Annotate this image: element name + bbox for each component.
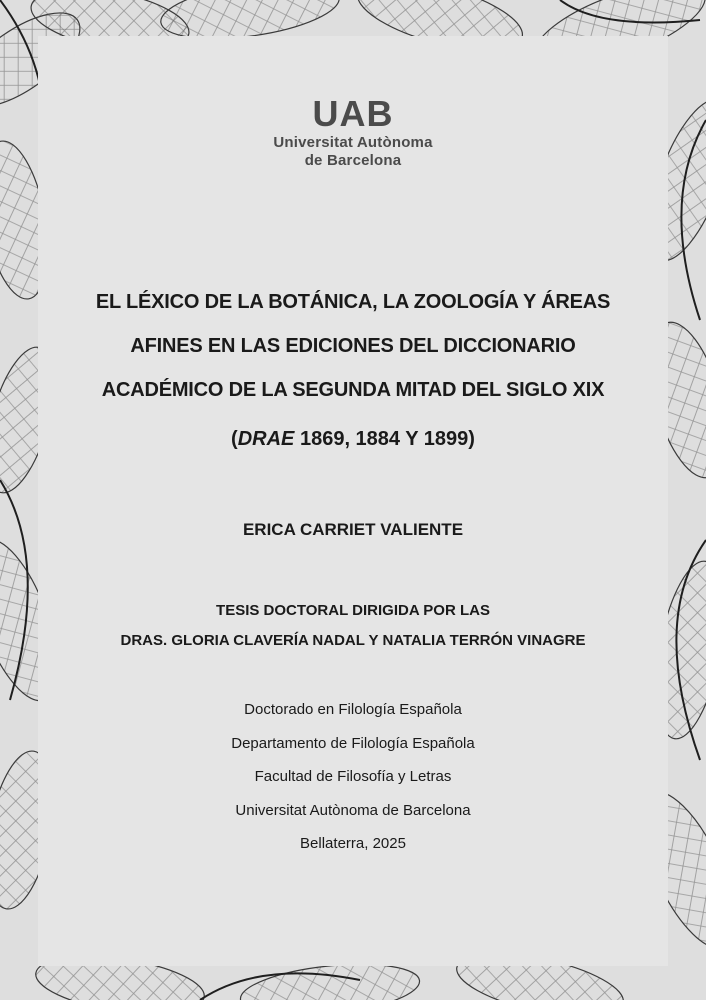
advisors-line1: TESIS DOCTORAL DIRIGIDA POR LAS (216, 602, 490, 619)
doctoral-program: Doctorado en Filología Española (244, 701, 462, 718)
subtitle-open-paren: ( (231, 428, 238, 450)
thesis-title-line3: ACADÉMICO DE LA SEGUNDA MITAD DEL SIGLO XIX (101, 379, 605, 401)
thesis-subtitle (38, 426, 668, 452)
logo-university-name-line2: de Barcelona (304, 152, 402, 169)
author-name: ERICA CARRIET VALIENTE (242, 520, 464, 539)
place-year: Bellaterra, 2025 (300, 835, 406, 852)
advisors (38, 596, 668, 656)
thesis-title-line1: EL LÉXICO DE LA BOTÁNICA, LA ZOOLOGÍA Y ÁREAS (95, 291, 611, 313)
thesis-title (58, 280, 648, 412)
thesis-title-line2: AFINES EN LAS EDICIONES DEL DICCIONARIO (130, 335, 576, 357)
advisors-line2: DRAS. GLORIA CLAVERÍA NADAL Y NATALIA TERRÓN VINAGRE (120, 632, 586, 649)
logo-university-name-line1: Universitat Autònoma (273, 134, 433, 151)
subtitle-years: 1869, 1884 Y 1899) (294, 428, 475, 450)
institution-info (38, 693, 668, 861)
university: Universitat Autònoma de Barcelona (235, 801, 471, 819)
subtitle-drae: DRAE (237, 428, 295, 450)
cover-panel (38, 36, 668, 966)
uab-logo: UAB (312, 93, 394, 134)
faculty: Facultad de Filosofía y Letras (254, 768, 452, 785)
department: Departamento de Filología Española (231, 734, 475, 752)
